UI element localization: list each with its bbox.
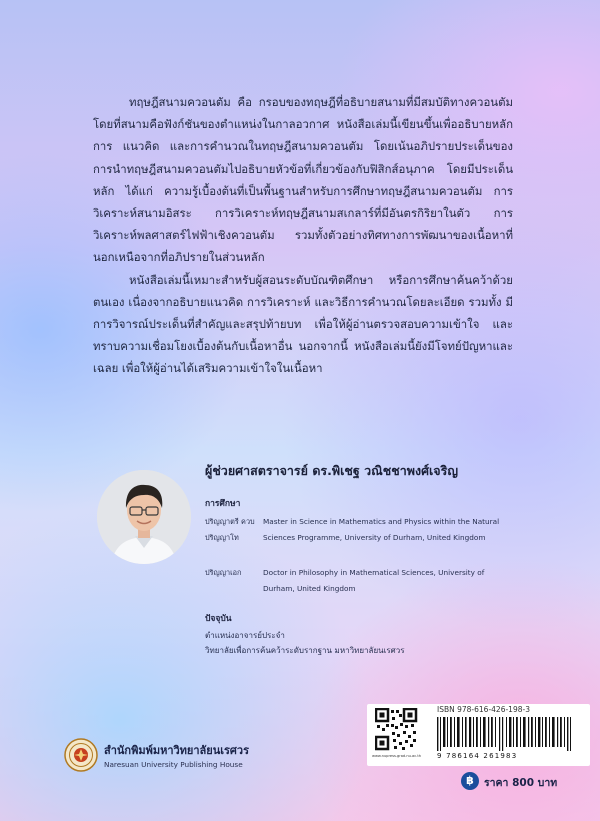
current-affiliation: วิทยาลัยเพื่อการค้นคว้าระดับรากฐาน มหาวิทยาลัยนเรศวร bbox=[205, 646, 405, 655]
qr-url: www.nupress.grad.nu.ac.th bbox=[372, 754, 422, 758]
back-cover-blurb bbox=[93, 91, 513, 380]
current-heading: ปัจจุบัน bbox=[205, 614, 232, 624]
university-seal-icon bbox=[64, 738, 98, 772]
degree-label: ปริญญาตรี ควบปริญญาโท bbox=[205, 517, 255, 542]
degree-detail: Master in Science in Mathematics and Physics within the Natural Sciences Programme, University of Durham, United Kingdom bbox=[263, 517, 500, 542]
publisher-name-english: Naresuan University Publishing House bbox=[104, 760, 243, 769]
author-name: ผู้ช่วยศาสตราจารย์ ดร.พิเชฐ วณิชชาพงศ์เจริญ bbox=[205, 463, 458, 478]
barcode-number: 9 786164 261983 bbox=[437, 752, 518, 760]
qr-code-icon bbox=[375, 708, 437, 756]
degree-detail: Doctor in Philosophy in Mathematical Sciences, University of Durham, United Kingdom bbox=[263, 568, 485, 593]
barcode-icon bbox=[437, 717, 582, 751]
isbn-label: ISBN 978-616-426-198-3 bbox=[437, 705, 530, 714]
author-photo bbox=[97, 470, 191, 564]
blurb-paragraph-1: ทฤษฎีสนามควอนตัม คือ กรอบของทฤษฎีที่อธิบายสนามที่มีสมบัติทางควอนตัม โดยที่สนามคือฟังก์ชันของตำแหน่งในกาลอวกาศ หนังสือเล่มนี้เขียนขึ้นเพื่ออธิบายหลักการ แนวคิด และการคำนวณในทฤษฎีสนามควอนตัม โดยเน้นอภิปรายประเด็นของการนำทฤษฎีสนามควอนตัมไปอธิบายหัวข้อที่เกี่ยวข้องกับฟิสิกส์อนุภาค โดยมีประเด็นหลัก ได้แก่ ความรู้เบื้องต้นที่เป็นพื้นฐานสำหรับการศึกษาทฤษฎีสนามควอนตัม การวิเคราะห์สนามอิสระ การวิเคราะห์ทฤษฎีสนามสเกลาร์ที่มีอันตรกิริยาในตัว การวิเคราะห์พลศาสตร์ไฟฟ้าเชิงควอนตัม รวมทั้งตัวอย่างทิศทางการพัฒนาของเนื้อหาที่นอกเหนือจากที่อภิปรายในส่วนหลัก bbox=[93, 95, 513, 265]
education-heading: การศึกษา bbox=[205, 499, 241, 509]
baht-icon: ฿ bbox=[461, 772, 479, 790]
degree-label: ปริญญาเอก bbox=[205, 568, 242, 577]
blurb-paragraph-2: หนังสือเล่มนี้เหมาะสำหรับผู้สอนระดับบัณฑิตศึกษา หรือการศึกษาค้นคว้าด้วยตนเอง เนื่องจากอธิบายแนวคิด การวิเคราะห์ และวิธีการคำนวณโดยละเอียด รวมทั้ง มีการวิจารณ์ประเด็นที่สำคัญและสรุปท้ายบท เพื่อให้ผู้อ่านตรวจสอบความเข้าใจ และทราบความเชื่อมโยงเบื้องต้นกับเนื้อหาอื่น นอกจากนี้ หนังสือเล่มนี้ยังมีโจทย์ปัญหาและเฉลย เพื่อให้ผู้อ่านได้เสริมความเข้าใจในเนื้อหา bbox=[93, 272, 513, 376]
publisher-name-thai: สำนักพิมพ์มหาวิทยาลัยนเรศวร bbox=[104, 744, 249, 757]
price-label: ราคา 800 บาท bbox=[484, 777, 558, 789]
current-position: ตำแหน่งอาจารย์ประจำ bbox=[205, 631, 285, 640]
